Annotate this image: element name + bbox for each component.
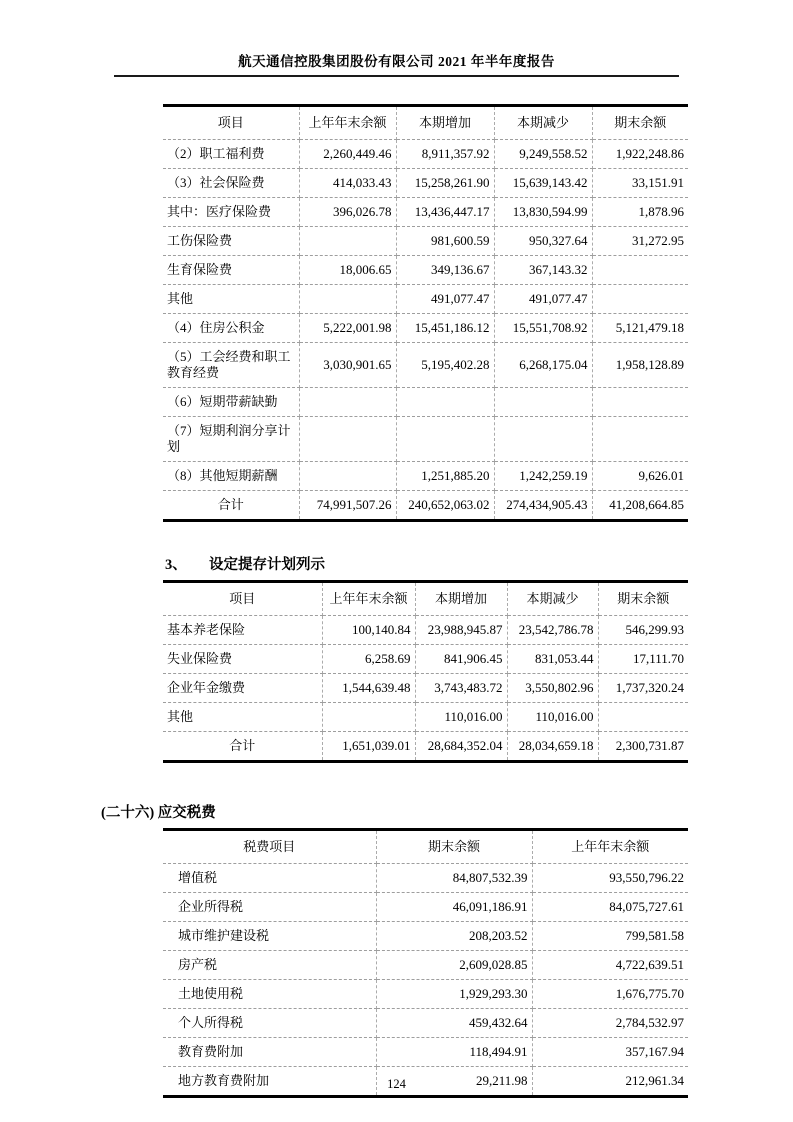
cell-prev-balance: 6,258.69 bbox=[322, 645, 415, 674]
cell-end-balance: 1,737,320.24 bbox=[598, 674, 688, 703]
cell-end-balance: 84,807,532.39 bbox=[376, 864, 532, 893]
cell-decrease: 110,016.00 bbox=[507, 703, 598, 732]
total-label: 合计 bbox=[163, 732, 322, 762]
cell-prev-balance: 93,550,796.22 bbox=[532, 864, 688, 893]
cell-prev-balance: 414,033.43 bbox=[299, 169, 396, 198]
row-label: 基本养老保险 bbox=[163, 616, 322, 645]
cell-end-balance: 33,151.91 bbox=[592, 169, 688, 198]
row-label: 其他 bbox=[163, 285, 299, 314]
cell-prev-balance: 1,544,639.48 bbox=[322, 674, 415, 703]
row-label: 工伤保险费 bbox=[163, 227, 299, 256]
cell-prev-balance bbox=[322, 703, 415, 732]
cell-decrease: 15,551,708.92 bbox=[494, 314, 592, 343]
cell-end-balance bbox=[592, 285, 688, 314]
row-label: 个人所得税 bbox=[163, 1009, 376, 1038]
total-decrease: 28,034,659.18 bbox=[507, 732, 598, 762]
row-label: 土地使用税 bbox=[163, 980, 376, 1009]
cell-prev-balance bbox=[299, 285, 396, 314]
cell-end-balance: 118,494.91 bbox=[376, 1038, 532, 1067]
row-label: 企业所得税 bbox=[163, 893, 376, 922]
total-increase: 240,652,063.02 bbox=[396, 491, 494, 521]
cell-decrease: 831,053.44 bbox=[507, 645, 598, 674]
cell-increase: 110,016.00 bbox=[415, 703, 507, 732]
column-header-increase: 本期增加 bbox=[415, 582, 507, 616]
row-label: （5）工会经费和职工教育经费 bbox=[163, 343, 299, 388]
cell-end-balance: 208,203.52 bbox=[376, 922, 532, 951]
table-row bbox=[163, 922, 688, 951]
section-heading-defined-contribution bbox=[165, 553, 793, 574]
cell-increase: 13,436,447.17 bbox=[396, 198, 494, 227]
cell-end-balance bbox=[592, 388, 688, 417]
cell-decrease: 9,249,558.52 bbox=[494, 140, 592, 169]
table-header-row bbox=[163, 106, 688, 140]
table-row bbox=[163, 616, 688, 645]
row-label: 生育保险费 bbox=[163, 256, 299, 285]
row-label: 教育费附加 bbox=[163, 1038, 376, 1067]
table-row bbox=[163, 140, 688, 169]
total-prev-balance: 74,991,507.26 bbox=[299, 491, 396, 521]
row-label: （4）住房公积金 bbox=[163, 314, 299, 343]
cell-increase: 5,195,402.28 bbox=[396, 343, 494, 388]
document-title: 航天通信控股集团股份有限公司 2021 年半年度报告 bbox=[238, 54, 555, 69]
column-header-item: 项目 bbox=[163, 106, 299, 140]
table-row bbox=[163, 227, 688, 256]
total-prev-balance: 1,651,039.01 bbox=[322, 732, 415, 762]
row-label: 失业保险费 bbox=[163, 645, 322, 674]
section-number: 3、 bbox=[165, 557, 187, 573]
cell-end-balance: 5,121,479.18 bbox=[592, 314, 688, 343]
cell-end-balance bbox=[598, 703, 688, 732]
cell-decrease: 3,550,802.96 bbox=[507, 674, 598, 703]
cell-decrease: 491,077.47 bbox=[494, 285, 592, 314]
column-header-increase: 本期增加 bbox=[396, 106, 494, 140]
column-header-decrease: 本期减少 bbox=[507, 582, 598, 616]
cell-decrease: 1,242,259.19 bbox=[494, 462, 592, 491]
pension-table bbox=[163, 580, 688, 763]
column-header-prev-balance: 上年年末余额 bbox=[299, 106, 396, 140]
total-end-balance: 41,208,664.85 bbox=[609, 497, 684, 512]
document-header bbox=[0, 0, 793, 77]
cell-end-balance: 9,626.01 bbox=[592, 462, 688, 491]
table-row bbox=[163, 864, 688, 893]
row-label: （3）社会保险费 bbox=[163, 169, 299, 198]
cell-end-balance: 31,272.95 bbox=[592, 227, 688, 256]
cell-prev-balance: 18,006.65 bbox=[299, 256, 396, 285]
table-row bbox=[163, 1038, 688, 1067]
cell-increase: 15,451,186.12 bbox=[396, 314, 494, 343]
cell-prev-balance bbox=[299, 388, 396, 417]
cell-end-balance bbox=[592, 417, 688, 462]
cell-end-balance: 459,432.64 bbox=[376, 1009, 532, 1038]
cell-end-balance: 1,929,293.30 bbox=[376, 980, 532, 1009]
cell-prev-balance: 2,784,532.97 bbox=[532, 1009, 688, 1038]
table-row bbox=[163, 703, 688, 732]
header-rule bbox=[114, 75, 679, 77]
cell-end-balance: 1,878.96 bbox=[592, 198, 688, 227]
column-header-prev-balance: 上年年末余额 bbox=[322, 582, 415, 616]
section-heading-taxes-payable: (二十六) 应交税费 bbox=[101, 805, 216, 821]
cell-increase: 349,136.67 bbox=[396, 256, 494, 285]
table-row bbox=[163, 388, 688, 417]
cell-decrease: 6,268,175.04 bbox=[494, 343, 592, 388]
cell-decrease: 13,830,594.99 bbox=[494, 198, 592, 227]
table-row bbox=[163, 980, 688, 1009]
cell-increase: 8,911,357.92 bbox=[396, 140, 494, 169]
table-total-row bbox=[163, 491, 688, 521]
row-label: 房产税 bbox=[163, 951, 376, 980]
cell-prev-balance: 84,075,727.61 bbox=[532, 893, 688, 922]
row-label: （7）短期利润分享计划 bbox=[163, 417, 299, 462]
cell-increase: 981,600.59 bbox=[396, 227, 494, 256]
cell-decrease: 23,542,786.78 bbox=[507, 616, 598, 645]
row-label: （6）短期带薪缺勤 bbox=[163, 388, 299, 417]
column-header-prev-balance: 上年年末余额 bbox=[532, 830, 688, 864]
column-header-item: 项目 bbox=[163, 582, 322, 616]
table-row bbox=[163, 674, 688, 703]
row-label: （8）其他短期薪酬 bbox=[163, 462, 299, 491]
table-header-row bbox=[163, 582, 688, 616]
table-total-row bbox=[163, 732, 688, 762]
cell-end-balance bbox=[592, 256, 688, 285]
tax-table bbox=[163, 828, 688, 1098]
table-row bbox=[163, 1009, 688, 1038]
column-header-end-balance: 期末余额 bbox=[592, 106, 688, 140]
cell-prev-balance bbox=[299, 462, 396, 491]
table-row bbox=[163, 198, 688, 227]
cell-increase: 491,077.47 bbox=[396, 285, 494, 314]
column-header-end-balance: 期末余额 bbox=[598, 582, 688, 616]
table-header-row bbox=[163, 830, 688, 864]
table-row bbox=[163, 256, 688, 285]
cell-increase: 841,906.45 bbox=[415, 645, 507, 674]
cell-prev-balance: 2,260,449.46 bbox=[299, 140, 396, 169]
cell-decrease bbox=[494, 388, 592, 417]
cell-prev-balance: 212,961.34 bbox=[625, 1073, 684, 1088]
table-row bbox=[163, 462, 688, 491]
cell-end-balance: 1,958,128.89 bbox=[592, 343, 688, 388]
column-header-end-balance: 期末余额 bbox=[376, 830, 532, 864]
cell-decrease: 15,639,143.42 bbox=[494, 169, 592, 198]
table-row bbox=[163, 417, 688, 462]
cell-end-balance: 1,922,248.86 bbox=[592, 140, 688, 169]
cell-prev-balance: 100,140.84 bbox=[322, 616, 415, 645]
cell-prev-balance bbox=[299, 417, 396, 462]
cell-prev-balance: 396,026.78 bbox=[299, 198, 396, 227]
total-label: 合计 bbox=[163, 491, 299, 521]
total-increase: 28,684,352.04 bbox=[415, 732, 507, 762]
cell-increase bbox=[396, 388, 494, 417]
cell-prev-balance: 4,722,639.51 bbox=[532, 951, 688, 980]
table-row bbox=[163, 951, 688, 980]
cell-prev-balance: 5,222,001.98 bbox=[299, 314, 396, 343]
cell-increase: 23,988,945.87 bbox=[415, 616, 507, 645]
total-end-balance: 2,300,731.87 bbox=[615, 738, 684, 753]
cell-end-balance: 46,091,186.91 bbox=[376, 893, 532, 922]
cell-increase: 15,258,261.90 bbox=[396, 169, 494, 198]
cell-decrease bbox=[494, 417, 592, 462]
table-row bbox=[163, 893, 688, 922]
benefits-table bbox=[163, 104, 688, 522]
cell-end-balance: 29,211.98 bbox=[376, 1067, 532, 1097]
page-number: 124 bbox=[387, 1077, 406, 1091]
cell-end-balance: 546,299.93 bbox=[598, 616, 688, 645]
cell-prev-balance: 1,676,775.70 bbox=[532, 980, 688, 1009]
row-label: 城市维护建设税 bbox=[163, 922, 376, 951]
column-header-decrease: 本期减少 bbox=[494, 106, 592, 140]
table-row bbox=[163, 645, 688, 674]
row-label: 增值税 bbox=[163, 864, 376, 893]
cell-increase: 1,251,885.20 bbox=[396, 462, 494, 491]
cell-decrease: 367,143.32 bbox=[494, 256, 592, 285]
section-title: 设定提存计划列示 bbox=[209, 557, 325, 573]
cell-increase bbox=[396, 417, 494, 462]
table-row bbox=[163, 285, 688, 314]
cell-prev-balance: 3,030,901.65 bbox=[299, 343, 396, 388]
table-row bbox=[163, 343, 688, 388]
cell-decrease: 950,327.64 bbox=[494, 227, 592, 256]
cell-end-balance: 2,609,028.85 bbox=[376, 951, 532, 980]
cell-increase: 3,743,483.72 bbox=[415, 674, 507, 703]
column-header-tax-item: 税费项目 bbox=[163, 830, 376, 864]
cell-prev-balance bbox=[299, 227, 396, 256]
total-decrease: 274,434,905.43 bbox=[494, 491, 592, 521]
row-label: 其中：医疗保险费 bbox=[163, 198, 299, 227]
cell-prev-balance: 799,581.58 bbox=[532, 922, 688, 951]
table-row bbox=[163, 314, 688, 343]
row-label: 企业年金缴费 bbox=[163, 674, 322, 703]
table-row bbox=[163, 169, 688, 198]
cell-prev-balance: 357,167.94 bbox=[532, 1038, 688, 1067]
row-label: （2）职工福利费 bbox=[163, 140, 299, 169]
row-label: 地方教育费附加 bbox=[163, 1067, 376, 1097]
cell-end-balance: 17,111.70 bbox=[598, 645, 688, 674]
row-label: 其他 bbox=[163, 703, 322, 732]
